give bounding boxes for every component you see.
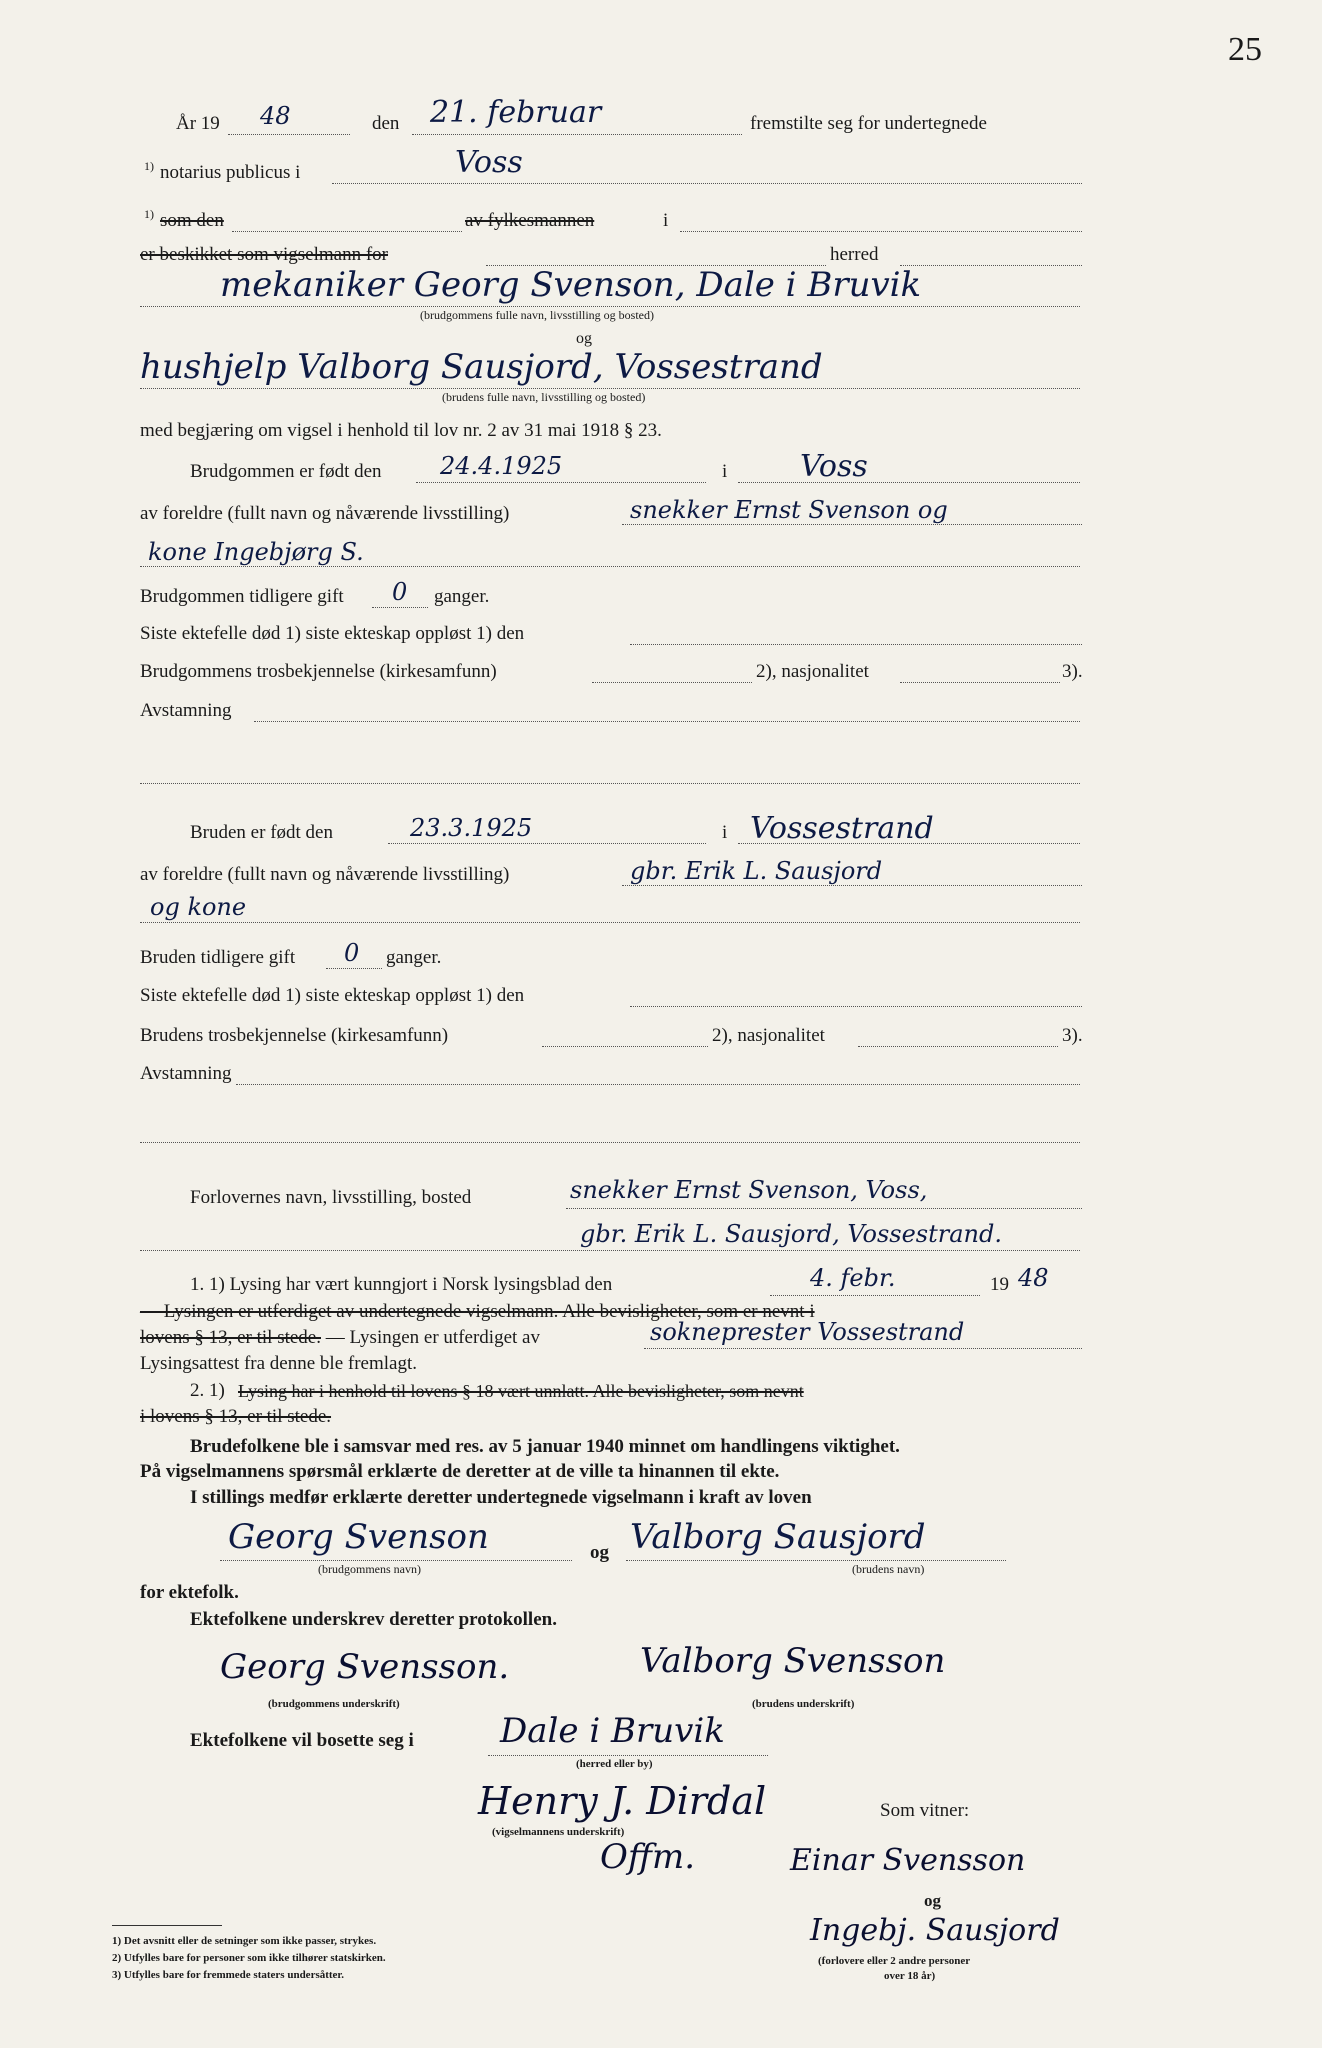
witnesses-title: Som vitner: [880,1800,970,1821]
declare-text: I stillings medfør erklærte deretter undertegnede vigselmann i kraft av loven [190,1487,812,1508]
groom-married-count: 0 [392,578,408,606]
residence-label: Ektefolkene vil bosette seg i [190,1730,414,1751]
marriage-record-page: 25 År 19 48 den 21. februar fremstilte seg for undertegnede 1) notarius publicus i Voss 1) som den av fylkesmannen i er beskikket som vigselmann for herred mekaniker Georg Svenson, Dale i Bruvik (brudgommens fulle navn, livsstilling og bosted) og hushjelp Valborg Sausjord, Vossestrand (brudens fulle navn, livsstilling og bosted) med begjæring om vigsel i henhold til lov nr. 2 av 31 mai 1918 § 23. Brudgommen er født den 24.4.1925 i Voss av foreldre (fullt navn og nåværende livsstilling) snekker Ernst Svenson og kone Ingebjørg S. Brudgommen tidligere gift 0 ganger. Siste ektefelle død 1) siste ekteskap oppløst 1) den Brudgommens trosbekjennelse (kirkesamfunn) 2), nasjonalitet 3). Avstamning Bruden er født den 23.3.1925 i Vossestrand av foreldre (fullt navn og nåværende livsstilling) gbr. Erik L. Sausjord og kone Bruden tidligere gift 0 ganger. Siste ektefelle død 1) siste ekteskap oppløst 1) den Brudens trosbekjennelse (kirkesamfunn) 2), nasjonalitet 3). Avstamning Forlovernes navn, livsstilling, bosted snekker Ernst Svenson, Voss, gbr. Erik L. Sausjord, Vossestrand. 1. 1) Lysing har vært kunngjort i Norsk lysingsblad den 4. febr. 19 48 — Lysingen er utferdiget av undertegnede vigselmann. Alle bevisligheter, som er nevnt i lovens § 13, er til stede. — Lysingen er utferdiget av sokneprester Vossestrand Lysingsattest fra denne ble fremlagt. 2. 1) Lysing har i henhold til lovens § 18 vært unnlatt. Alle bevisligheter, som nevnt i lovens § 13, er til stede. Brudefolkene ble i samsvar med res. av 5 januar 1940 minnet om handlingens viktighet. På vigselmannens spørsmål erklærte de deretter at de ville ta hinannen til ekte. I stillings medfør erklærte deretter undertegnede vigselmann i kraft av loven Georg Svenson (brudgommens navn) og Valborg Sausjord (brudens navn) for ektefolk. Ektefolkene underskrev deretter protokollen. Georg Svensson. (brudgommens underskrift) Valborg Svensson (brudens underskrift) Ektefolkene vil bosette seg i Dale i Bruvik (herred eller by) Henry J. Dirdal Offm. (vigselmannens underskrift) Som vitner: Einar Svensson og Ingebj. Sausjord (forlovere eller 2 andre personer over 18 år) 1) Det avsnitt eller de setninger som ikke passer, strykes. 2) Utfylles bare for personer som ikke tilhører statskirken. 3) Utfylles bare for fremmede staters undersåtter. [112,31,1262,1982]
groom-parents-label: av foreldre (fullt navn og nåværende livsstilling) [140,503,510,524]
declared-bride-caption: (brudens navn) [852,1562,925,1576]
bride-parents-label: av foreldre (fullt navn og nåværende livsstilling) [140,864,510,885]
groom-spouse-dead-label: Siste ektefelle død 1) siste ekteskap oppløst 1) den [140,623,525,644]
banns-struck-3: Lysing har i henhold til lovens § 18 vært unnlatt. Alle bevisligheter, som nevnt [238,1381,804,1401]
bride-parents-2: og kone [150,893,247,921]
den-label: den [372,113,400,134]
witness-caption-2: over 18 år) [884,1970,936,1982]
declared-bride-name: Valborg Sausjord [630,1517,926,1557]
groom-caption: (brudgommens fulle navn, livsstilling og bosted) [420,308,654,322]
witness-signature-1: Einar Svensson [790,1843,1026,1878]
bride-descent-label: Avstamning [140,1063,232,1084]
declared-groom-caption: (brudgommens navn) [318,1562,421,1576]
banns-struck-4: i lovens § 13, er til stede. [140,1406,332,1427]
for-ektefolk: for ektefolk. [140,1582,239,1603]
bride-married-label: Bruden tidligere gift [140,947,296,968]
banns-2-number: 2. 1) [190,1380,225,1401]
notarius-label: notarius publicus i [160,162,301,183]
bride-married-count: 0 [344,939,360,967]
bride-signature-caption: (brudens underskrift) [752,1698,855,1710]
question-text: På vigselmannens spørsmål erklærte de deretter at de ville ta hinannen til ekte. [140,1461,780,1482]
bride-full-name: hushjelp Valborg Sausjord, Vossestrand [140,347,823,387]
groom-married-label: Brudgommen tidligere gift [140,586,344,607]
bride-birth-date: 23.3.1925 [410,814,533,842]
banns-date: 4. febr. [810,1264,896,1292]
groom-signature-caption: (brudgommens underskrift) [268,1698,400,1710]
groom-born-label: Brudgommen er født den [190,461,382,482]
witnesses-line-2: gbr. Erik L. Sausjord, Vossestrand. [580,1220,1002,1248]
witness-signature-2: Ingebj. Sausjord [810,1913,1060,1948]
footnote-1: 1) Det avsnitt eller de setninger som ikke passer, strykes. [112,1935,377,1947]
bride-birth-place: Vossestrand [750,811,934,846]
resolution-text: Brudefolkene ble i samsvar med res. av 5 januar 1940 minnet om handlingens viktighet. [190,1436,900,1457]
bride-born-label: Bruden er født den [190,822,333,843]
bride-faith-label: Brudens trosbekjennelse (kirkesamfunn) [140,1025,449,1046]
signed-text: Ektefolkene underskrev deretter protokollen. [190,1609,557,1630]
groom-descent-label: Avstamning [140,700,232,721]
banns-issuer: sokneprester Vossestrand [650,1318,965,1346]
groom-birth-date: 24.4.1925 [440,452,563,480]
groom-signature: Georg Svensson. [220,1647,510,1687]
residence-place: Dale i Bruvik [500,1711,725,1751]
banns-1-text: 1. 1) Lysing har vært kunngjort i Norsk lysingsblad den [190,1274,613,1295]
notarius-place: Voss [455,145,523,180]
footnote-3: 3) Utfylles bare for fremmede staters undersåtter. [112,1969,345,1981]
banns-year: 48 [1018,1264,1049,1292]
bride-parents-1: gbr. Erik L. Sausjord [630,857,883,885]
fylkesmannen-struck: av fylkesmannen [465,210,595,231]
banns-struck-2-wrap: lovens § 13, er til stede. — Lysingen er utferdiget av [140,1327,540,1348]
bride-signature: Valborg Svensson [640,1641,946,1681]
groom-parents-1: snekker Ernst Svenson og [630,496,948,524]
witness-caption-1: (forlovere eller 2 andre personer [818,1955,971,1967]
page-number: 25 [1228,31,1262,68]
banns-struck-1: — Lysingen er utferdiget av undertegnede vigselmann. Alle bevisligheter, som er nevnt i [140,1301,815,1322]
groom-parents-2: kone Ingebjørg S. [148,538,364,566]
banns-attest: Lysingsattest fra denne ble fremlagt. [140,1353,417,1374]
officiant-signature-title: Offm. [600,1837,696,1877]
officiant-caption: (vigselmannens underskrift) [492,1826,625,1838]
date-handwritten: 21. februar [430,95,602,130]
residence-caption: (herred eller by) [576,1758,653,1770]
footnote-2: 2) Utfylles bare for personer som ikke tilhører statskirken. [112,1952,386,1964]
request-text: med begjæring om vigsel i henhold til lov nr. 2 av 31 mai 1918 § 23. [140,420,662,441]
beskikket-struck: er beskikket som vigselmann for [140,244,389,265]
som-den-struck: som den [160,210,224,231]
year-handwritten: 48 [260,102,291,130]
fremstilte-label: fremstilte seg for undertegnede [750,113,987,134]
bride-spouse-dead-label: Siste ektefelle død 1) siste ekteskap oppløst 1) den [140,985,525,1006]
banns-struck-2: lovens § 13, er til stede. [140,1327,321,1348]
declared-groom-name: Georg Svenson [228,1517,489,1557]
year-label: År 19 [176,113,220,134]
bride-caption: (brudens fulle navn, livsstilling og bosted) [442,390,646,404]
herred-label: herred [830,244,879,265]
witnesses-label: Forlovernes navn, livsstilling, bosted [190,1187,472,1208]
groom-birth-place: Voss [800,449,868,484]
witnesses-line-1: snekker Ernst Svenson, Voss, [570,1176,928,1204]
officiant-signature: Henry J. Dirdal [478,1779,767,1823]
groom-faith-label: Brudgommens trosbekjennelse (kirkesamfunn) [140,661,497,682]
groom-full-name: mekaniker Georg Svenson, Dale i Bruvik [220,265,922,305]
